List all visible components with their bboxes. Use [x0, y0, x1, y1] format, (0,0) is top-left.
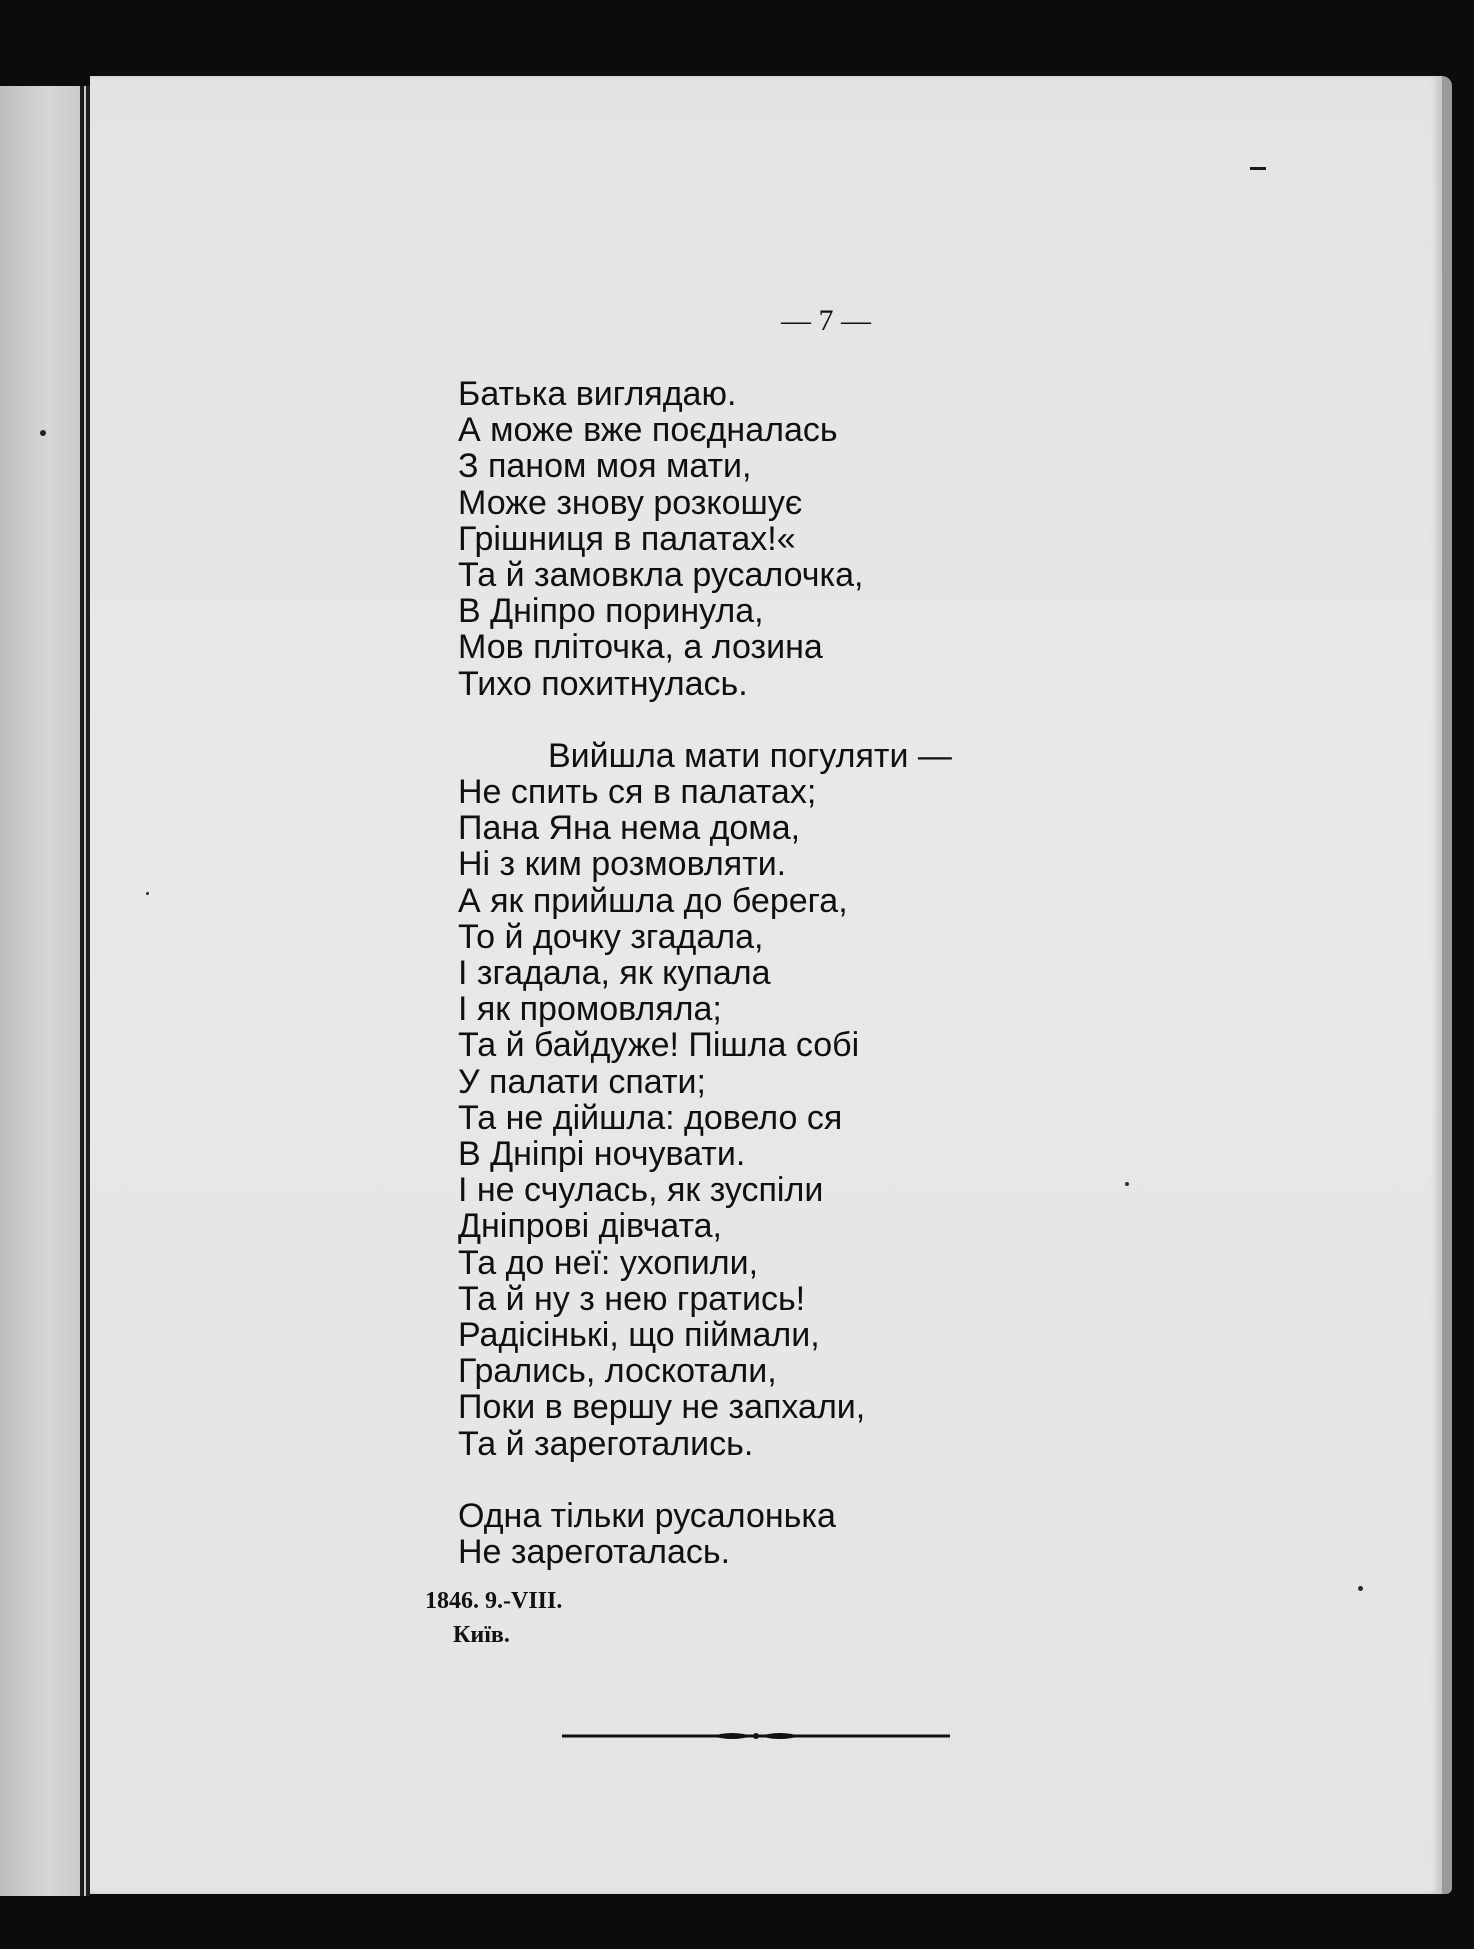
place-text: Київ.	[453, 1622, 510, 1648]
poem-line: Грались, лоскотали,	[458, 1352, 777, 1391]
date-text: 1846. 9.-VIII.	[425, 1588, 563, 1614]
paper-speck	[1125, 1182, 1129, 1186]
left-page-edge	[0, 86, 90, 1896]
poem-line: Може знову розкошує	[458, 483, 803, 522]
poem-line: Вийшла мати погуляти —	[548, 736, 952, 775]
poem-line: Не спить ся в палатах;	[458, 773, 817, 812]
poem-line: Поки в вершу не запхали,	[458, 1388, 866, 1427]
ornamental-rule	[562, 1728, 950, 1744]
poem-line: Та не дійшла: довело ся	[458, 1098, 843, 1137]
poem-line: Дніпрові дівчата,	[458, 1207, 722, 1246]
poem-line: Пана Яна нема дома,	[458, 809, 801, 848]
paper-speck	[146, 892, 149, 895]
poem-line: Та до неї: ухопили,	[458, 1243, 759, 1282]
stanza-1	[458, 376, 1178, 702]
poem-text	[458, 376, 1178, 1570]
poem-line: Грішниця в палатах!«	[458, 519, 796, 558]
poem-line: Радісінькі, що піймали,	[458, 1316, 820, 1355]
poem-line: В Дніпро поринула,	[458, 592, 764, 631]
poem-line: Та й замовкла русалочка,	[458, 556, 864, 595]
poem-line: То й дочку згадала,	[458, 917, 764, 956]
scan-speck	[40, 430, 46, 436]
poem-line: Ні з ким розмовляти.	[458, 845, 787, 884]
poem-line: Тихо похитнулась.	[458, 664, 748, 703]
poem-line: І не счулась, як зуспіли	[458, 1171, 824, 1210]
poem-line: Та й зареготались.	[458, 1424, 754, 1463]
poem-line: А як прийшла до берега,	[458, 881, 848, 920]
poem-line: Одна тільки русалонька	[458, 1496, 836, 1535]
poem-line: У палати спати;	[458, 1062, 706, 1101]
poem-line: Та й байдуже! Пішла собі	[458, 1026, 860, 1065]
book-gutter	[80, 86, 84, 1896]
poem-line: І згадала, як купала	[458, 954, 771, 993]
poem-line: Та й ну з нею гратись!	[458, 1279, 806, 1318]
poem-line: В Дніпрі ночувати.	[458, 1135, 746, 1174]
poem-line: З паном моя мати,	[458, 447, 752, 486]
scan-mark	[1250, 167, 1266, 170]
poem-line: Не зареготалась.	[458, 1533, 731, 1572]
poem-line: А може вже поєдналась	[458, 411, 838, 450]
poem-line: Мов пліточка, а лозина	[458, 628, 823, 667]
book-page	[90, 76, 1452, 1894]
poem-line: І як промовляла;	[458, 990, 722, 1029]
dateline	[425, 1584, 562, 1652]
stanza-2	[458, 738, 1178, 1462]
stanza-3	[458, 1498, 1178, 1570]
paper-speck	[1358, 1586, 1363, 1591]
page-number: — 7 —	[781, 304, 871, 337]
poem-line: Батька виглядаю.	[458, 375, 737, 413]
